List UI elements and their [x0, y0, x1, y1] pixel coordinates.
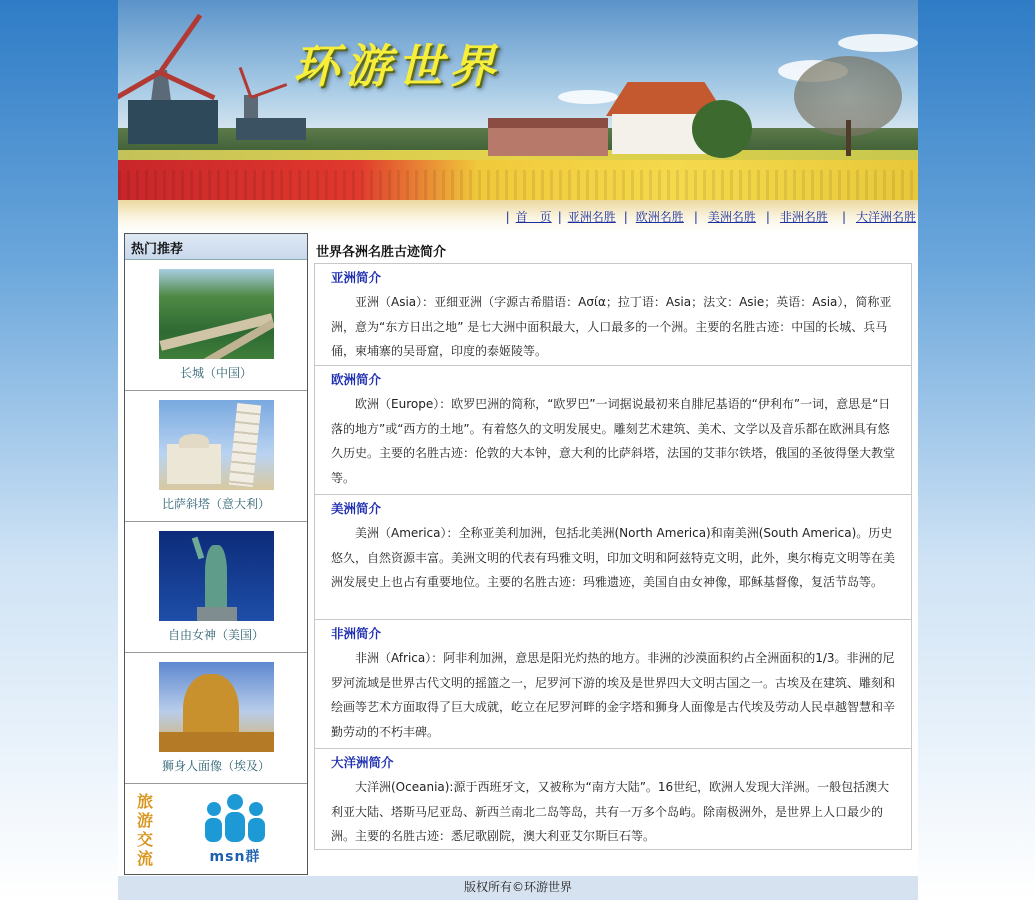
- section-africa: [314, 619, 912, 749]
- nav-separator: |: [841, 209, 846, 224]
- recommend-caption[interactable]: 狮身人面像（埃及）: [161, 759, 270, 773]
- recommend-caption[interactable]: 自由女神（美国）: [167, 628, 264, 642]
- leaning-tower-photo[interactable]: [159, 400, 274, 490]
- nav-separator: |: [765, 209, 770, 224]
- cloud: [558, 90, 618, 104]
- sphinx-photo[interactable]: [159, 662, 274, 752]
- sidebar-title: 热门推荐: [125, 234, 307, 260]
- nav-america[interactable]: 美洲名胜: [707, 210, 756, 224]
- section-text: 大洋洲(Oceania):源于西班牙文，又被称为“南方大陆”。16世纪，欧洲人发现大洋洲。一般包括澳大利亚大陆、塔斯马尼亚岛、新西兰南北二岛等岛，共有一万多个岛屿。除南极洲外，是世界上人口最少的洲。主要的名胜古迹：悉尼歌剧院，澳大利亚艾尔斯巨石等。: [331, 780, 890, 843]
- tulip-texture: [118, 170, 918, 200]
- section-title: 欧洲简介: [331, 372, 382, 387]
- section-text: 美洲（America）：全称亚美利加洲，包括北美洲(North America)和南美洲(South America)。历史悠久，自然资源丰富。美洲文明的代表有玛雅文明，印加文明和阿兹特克文明，此外，奥尔梅克文明等在美洲发展史上也占有重要地位。主要的名胜古迹：玛雅遗迹，美国自由女神像，耶稣基督像，复活节岛等。: [331, 526, 896, 589]
- msn-group-label: msn群: [209, 849, 261, 865]
- page-container: [118, 0, 918, 900]
- section-text: 非洲（Africa）：阿非利加洲，意思是阳光灼热的地方。非洲的沙漠面积约占全洲面积的1/3。非洲的尼罗河流域是世界古代文明的摇篮之一，尼罗河下游的埃及是世界四大文明古国之一。古埃及在建筑、雕刻和绘画等艺术方面取得了巨大成就，屹立在尼罗河畔的金字塔和狮身人面像是古代埃及劳动人民卓越智慧和辛勤劳动的不朽丰碑。: [331, 651, 896, 739]
- statue-of-liberty-photo[interactable]: [159, 531, 274, 621]
- section-oceania: [314, 748, 912, 850]
- recommend-item-pisa[interactable]: [125, 391, 307, 522]
- section-america: [314, 494, 912, 620]
- header-banner: [118, 0, 918, 200]
- nav-asia[interactable]: 亚洲名胜: [567, 210, 616, 224]
- section-text: 亚洲（Asia）：亚细亚洲（字源古希腊语：Ασία；拉丁语：Asia；法文：Asie；英语：Asia），简称亚洲，意为“东方日出之地” 是七大洲中面积最大，人口最多的一个洲。主要的名胜古迹：中国的长城、兵马俑，柬埔寨的吴哥窟，印度的泰姬陵等。: [331, 295, 892, 358]
- top-nav: [118, 200, 918, 232]
- recommend-item-great-wall[interactable]: [125, 260, 307, 391]
- section-europe: [314, 365, 912, 495]
- tree: [692, 100, 752, 158]
- footer-copyright: 版权所有©环游世界: [118, 876, 918, 900]
- section-title: 大洋洲简介: [331, 755, 394, 770]
- section-title: 亚洲简介: [331, 270, 382, 285]
- nav-home[interactable]: 首 页: [515, 210, 552, 224]
- page-title: 世界各洲名胜古迹简介: [316, 245, 447, 260]
- msn-group-icon[interactable]: [203, 794, 267, 864]
- recommend-item-liberty[interactable]: [125, 522, 307, 653]
- section-title: 美洲简介: [331, 501, 382, 516]
- cloud: [838, 34, 918, 52]
- nav-separator: |: [693, 209, 698, 224]
- section-text: 欧洲（Europe）：欧罗巴洲的简称，“欧罗巴”一词据说最初来自腓尼基语的“伊利布”一词，意思是“日落的地方”或“西方的土地”。有着悠久的文明发展史。雕刻艺术建筑、美术、文学以及音乐都在欧洲具有悠久历史。主要的名胜古迹：伦敦的大本钟，意大利的比萨斜塔，法国的艾菲尔铁塔，俄国的圣彼得堡大教堂等。: [331, 397, 896, 485]
- great-wall-photo[interactable]: [159, 269, 274, 359]
- section-asia: [314, 263, 912, 366]
- travel-exchange[interactable]: [125, 784, 307, 874]
- nav-separator: |: [623, 209, 628, 224]
- recommend-caption[interactable]: 比萨斜塔（意大利）: [161, 497, 270, 511]
- travel-exchange-label: 旅游交流: [137, 792, 154, 868]
- recommend-caption[interactable]: 长城（中国）: [179, 366, 252, 380]
- nav-oceania[interactable]: 大洋洲名胜: [855, 210, 916, 224]
- main-content: [314, 236, 912, 850]
- site-title: 环游世界: [293, 39, 501, 93]
- nav-europe[interactable]: 欧洲名胜: [635, 210, 684, 224]
- recommend-item-sphinx[interactable]: [125, 653, 307, 784]
- nav-africa[interactable]: 非洲名胜: [779, 210, 828, 224]
- tree-trunk: [846, 120, 851, 156]
- nav-separator: |: [505, 209, 510, 224]
- nav-separator: |: [557, 209, 562, 224]
- section-title: 非洲简介: [331, 626, 382, 641]
- sidebar-recommendations: [124, 233, 308, 875]
